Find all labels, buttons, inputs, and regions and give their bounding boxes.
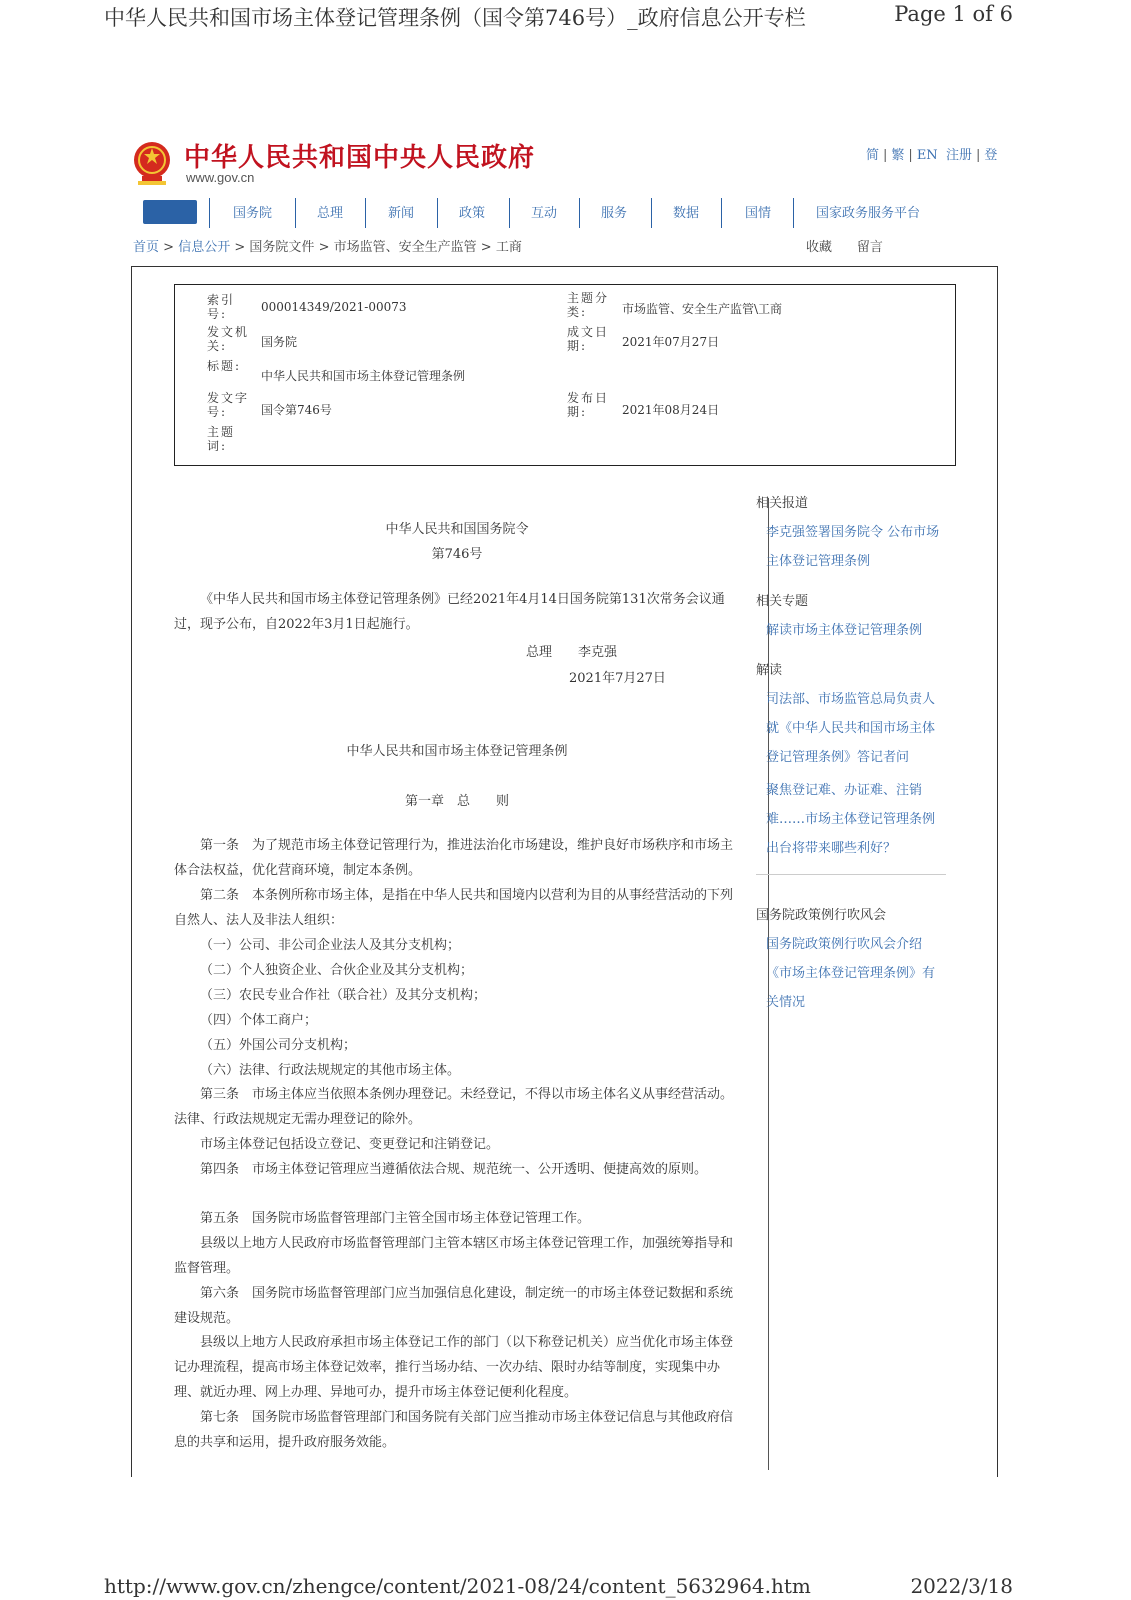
article-2-item: （六）法律、行政法规规定的其他市场主体。 [200,1063,461,1078]
breadcrumb-separator: > [234,240,246,255]
interpretation-link[interactable]: 司法部、市场监管总局负责人 [766,692,936,707]
interpretation-link[interactable]: 登记管理条例》答记者问 [766,750,910,765]
related-news-link[interactable]: 李克强签署国务院令 公布市场 [766,525,940,540]
interpretation-link[interactable]: 出台将带来哪些利好？ [766,841,897,856]
related-topic-link[interactable]: 解读市场主体登记管理条例 [766,623,923,638]
intro-paragraph: 《中华人民共和国市场主体登记管理条例》已经2021年4月14日国务院第131次常务会议通过，现予公布，自2022年3月1日起施行。 [174,592,725,632]
top-links: 简 | 繁 | EN 注册 | 登 [866,148,998,163]
nav-divider [509,198,510,228]
national-emblem-icon[interactable] [132,140,172,186]
breadcrumb-state-council-docs[interactable]: 国务院文件 [249,240,315,255]
link-login[interactable]: 登 [984,148,998,163]
interpretation-link[interactable]: 就《中华人民共和国市场主体 [766,721,936,736]
article-2-item: （四）个体工商户； [200,1013,318,1028]
link-traditional[interactable]: 繁 [891,148,905,163]
related-news-title: 相关报道 [756,496,809,511]
sidebar-divider [768,498,769,1470]
nav-divider [793,198,794,228]
print-page-number: Page 1 of 6 [894,2,1013,26]
sign-date: 2021年7月27日 [569,671,666,686]
nav-divider [579,198,580,228]
favorite-link[interactable]: 收藏 [806,240,833,255]
print-footer-url: http://www.gov.cn/zhengce/content/2021-08/24/content_5632964.htm [104,1574,811,1598]
policy-briefing-link[interactable]: 《市场主体登记管理条例》有 [766,966,936,981]
nav-item-news[interactable]: 新闻 [388,206,415,221]
related-topic-title: 相关专题 [756,594,809,609]
interpretation-title: 解读 [756,663,783,678]
article-2-item: （二）个人独资企业、合伙企业及其分支机构； [200,963,474,978]
order-number: 第746号 [431,547,483,562]
article-5: 第五条 国务院市场监督管理部门主管全国市场主体登记管理工作。 [200,1211,591,1226]
breadcrumb-industry-commerce[interactable]: 工商 [495,240,522,255]
message-link[interactable]: 留言 [856,240,883,255]
interpretation-link[interactable]: 难……市场主体登记管理条例 [766,812,936,827]
nav-divider [209,198,210,228]
nav-item-service-platform[interactable]: 国家政务服务平台 [816,206,921,221]
article-6: 第六条 国务院市场监督管理部门应当加强信息化建设，制定统一的市场主体登记数据和系统建设规范。 [174,1286,734,1326]
nav-item-service[interactable]: 服务 [601,206,628,221]
regulation-title: 中华人民共和国市场主体登记管理条例 [346,744,568,759]
breadcrumb-info-public[interactable]: 信息公开 [178,240,231,255]
breadcrumb-home[interactable]: 首页 [133,240,160,255]
docno-value: 国令第746号 [261,403,332,417]
article-4: 第四条 市场主体登记管理应当遵循依法合规、规范统一、公开透明、便捷高效的原则。 [200,1162,708,1177]
article-7: 第七条 国务院市场监督管理部门和国务院有关部门应当推动市场主体登记信息与其他政府信息的共享和运用，提升政府服务效能。 [174,1410,734,1450]
nav-divider [651,198,652,228]
title-label: 标题: [207,359,242,373]
pubdate-value: 2021年08月24日 [622,403,720,417]
nav-item-interact[interactable]: 互动 [531,206,558,221]
article-2-item: （一）公司、非公司企业法人及其分支机构； [200,938,461,953]
doc-info-table [174,284,956,466]
policy-briefing-title: 国务院政策例行吹风会 [756,908,887,923]
state-council-building-icon[interactable] [143,200,197,224]
order-title: 中华人民共和国国务院令 [385,522,529,537]
pubdate-label: 发布日期: [567,391,610,419]
breadcrumb-separator: > [318,240,330,255]
signer: 总理 李克强 [526,645,618,660]
article-2-item: （三）农民专业合作社（联合社）及其分支机构； [200,988,487,1003]
issuer-label: 发文机关: [207,325,250,353]
related-news-link[interactable]: 主体登记管理条例 [766,554,871,569]
article-3: 第三条 市场主体应当依照本条例办理登记。未经登记，不得以市场主体名义从事经营活动。法律、行政法规规定无需办理登记的除外。 [174,1087,734,1127]
nav-divider [295,198,296,228]
article-2: 第二条 本条例所称市场主体，是指在中华人民共和国境内以营利为目的从事经营活动的下列自然人、法人及非法人组织： [174,888,734,928]
title-value: 中华人民共和国市场主体登记管理条例 [261,369,466,383]
breadcrumb-market-regulation[interactable]: 市场监管、安全生产监管 [333,240,477,255]
topic-value: 市场监管、安全生产监管\工商 [622,302,783,316]
nav-item-data[interactable]: 数据 [673,206,700,221]
date-label: 成文日期: [567,325,610,353]
sidebar-separator [756,874,946,875]
breadcrumb-separator: > [480,240,492,255]
link-register[interactable]: 注册 [945,148,972,163]
topic-label: 主题分类: [567,291,610,319]
docno-label: 发文字号: [207,391,250,419]
interpretation-link[interactable]: 聚焦登记难、办证难、注销 [766,783,923,798]
issuer-value: 国务院 [261,335,298,349]
date-value: 2021年07月27日 [622,335,720,349]
article-1: 第一条 为了规范市场主体登记管理行为，推进法治化市场建设，维护良好市场秩序和市场主体合法权益，优化营商环境，制定本条例。 [174,838,734,878]
article-3-b: 市场主体登记包括设立登记、变更登记和注销登记。 [200,1137,500,1152]
nav-item-state-council[interactable]: 国务院 [233,206,273,221]
breadcrumb-actions [806,236,883,255]
index-label: 索引号: [207,293,236,321]
policy-briefing-link[interactable]: 关情况 [766,995,806,1010]
link-english[interactable]: EN [916,148,938,163]
nav-item-policy[interactable]: 政策 [459,206,486,221]
article-6-b: 县级以上地方人民政府承担市场主体登记工作的部门（以下称登记机关）应当优化市场主体登记办理流程，提高市场主体登记效率，推行当场办结、一次办结、限时办结等制度，实现集中办理、就近办理、网上办理、异地可办，提升市场主体登记便利化程度。 [174,1335,734,1400]
policy-briefing-link[interactable]: 国务院政策例行吹风会介绍 [766,937,923,952]
chapter-heading: 第一章 总 则 [404,794,509,809]
keywords-label: 主题词: [207,425,236,453]
print-footer-date: 2022/3/18 [910,1574,1013,1598]
main-nav [143,198,943,228]
breadcrumb [133,236,522,255]
index-value: 000014349/2021-00073 [261,300,407,314]
link-simplified[interactable]: 简 [866,148,880,163]
nav-item-national-info[interactable]: 国情 [745,206,772,221]
nav-divider [437,198,438,228]
site-name[interactable]: 中华人民共和国中央人民政府 [184,143,536,173]
article-5-b: 县级以上地方人民政府市场监督管理部门主管本辖区市场主体登记管理工作，加强统筹指导和监督管理。 [174,1236,734,1276]
nav-divider [721,198,722,228]
site-url[interactable]: www.gov.cn [186,170,255,185]
print-header-title: 中华人民共和国市场主体登记管理条例（国令第746号）_政府信息公开专栏 [104,6,806,30]
nav-item-premier[interactable]: 总理 [317,206,344,221]
nav-divider [365,198,366,228]
article-2-item: （五）外国公司分支机构； [200,1038,357,1053]
breadcrumb-separator: > [163,240,175,255]
